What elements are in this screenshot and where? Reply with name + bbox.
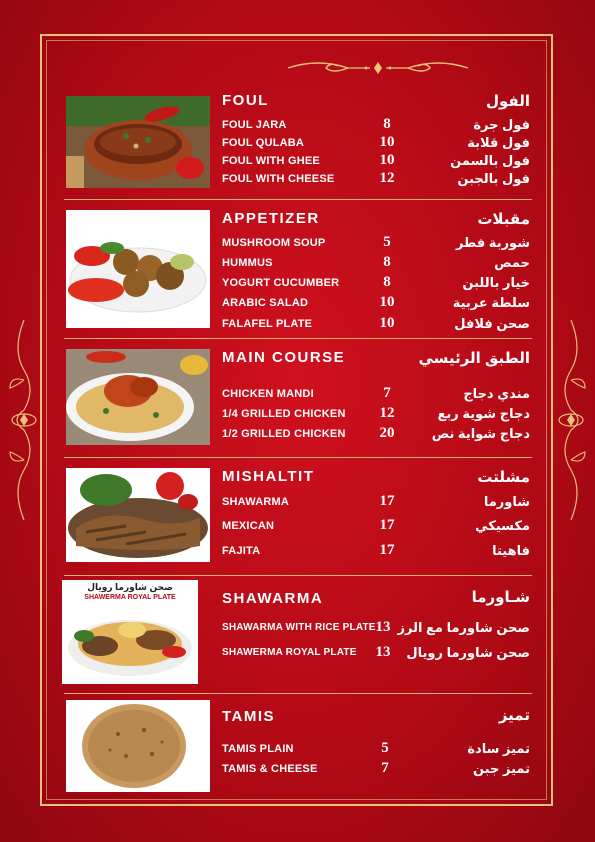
item-price: 12 — [379, 170, 395, 186]
section-title-ar: شـاورما — [471, 589, 530, 606]
item-name-ar: فول جرة — [473, 117, 530, 132]
item-name-ar: صحن فلافل — [454, 316, 530, 331]
item-name-en: SHAWARMA — [222, 496, 289, 508]
section-title-en: MAIN COURSE — [222, 349, 346, 366]
menu-item — [222, 740, 532, 761]
menu-item — [222, 170, 532, 191]
item-price: 10 — [379, 152, 395, 168]
item-name-ar: صحن شاورما رويال — [406, 645, 530, 660]
item-name-en: TAMIS & CHEESE — [222, 763, 318, 775]
item-price: 10 — [379, 134, 395, 150]
left-side-ornament-icon — [4, 320, 44, 520]
item-price: 20 — [379, 425, 395, 441]
image-caption-en: SHAWERMA ROYAL PLATE — [84, 594, 176, 601]
item-name-en: TAMIS PLAIN — [222, 743, 294, 755]
item-price: 17 — [379, 493, 395, 509]
menu-item — [222, 425, 532, 446]
item-price: 13 — [375, 619, 391, 635]
menu-item — [222, 493, 532, 514]
section-title-ar: تميز — [498, 707, 530, 724]
item-price: 7 — [381, 760, 389, 776]
menu-section-main-course — [64, 349, 532, 449]
item-name-en: SHAWARMA WITH RICE PLATE — [222, 622, 376, 633]
foul-bowl-image — [66, 96, 210, 188]
section-title-en: FOUL — [222, 92, 269, 109]
item-name-ar: تميز جبن — [473, 761, 530, 776]
menu-section-tamis — [64, 700, 532, 796]
shawarma-meat-image — [66, 468, 210, 562]
menu-item — [222, 385, 532, 406]
item-name-ar: مندي دجاج — [463, 386, 530, 401]
section-title-ar: الطبق الرئيسي — [418, 350, 530, 367]
menu-item — [222, 542, 532, 563]
item-name-ar: صحن شاورما مع الرز — [397, 620, 530, 635]
item-price: 12 — [379, 405, 395, 421]
item-name-ar: شاورما — [483, 494, 530, 509]
item-price: 10 — [379, 315, 395, 331]
item-price: 13 — [375, 644, 391, 660]
item-name-ar: فول بالسمن — [450, 153, 530, 168]
section-title-en: MISHALTIT — [222, 468, 315, 485]
item-name-en: FOUL WITH CHEESE — [222, 173, 335, 185]
item-name-en: HUMMUS — [222, 257, 273, 269]
menu-section-shawarma — [64, 582, 532, 686]
item-name-ar: مكسيكي — [475, 518, 530, 533]
item-name-ar: فاهيتا — [492, 543, 530, 558]
menu-section-foul — [64, 92, 532, 192]
tamis-bread-image — [66, 700, 210, 792]
item-price: 5 — [381, 740, 389, 756]
item-name-ar: سلطة عربية — [452, 295, 530, 310]
item-name-en: FOUL WITH GHEE — [222, 155, 320, 167]
section-title-en: TAMIS — [222, 708, 276, 725]
item-price: 10 — [379, 294, 395, 310]
top-ornament-icon — [278, 56, 478, 80]
menu-item — [222, 274, 532, 295]
menu-item — [222, 405, 532, 426]
section-divider — [64, 338, 532, 339]
item-price: 17 — [379, 542, 395, 558]
item-price: 8 — [383, 116, 391, 132]
menu-section-appetizer — [64, 210, 532, 330]
section-divider — [64, 575, 532, 576]
item-price: 7 — [383, 385, 391, 401]
item-name-en: SHAWERMA ROYAL PLATE — [222, 647, 357, 658]
menu-item — [222, 760, 532, 781]
section-title-en: APPETIZER — [222, 210, 320, 227]
menu-item — [222, 619, 532, 640]
section-divider — [64, 457, 532, 458]
falafel-plate-image — [66, 210, 210, 328]
item-name-en: 1/4 GRILLED CHICKEN — [222, 408, 346, 420]
menu-item — [222, 234, 532, 255]
item-name-en: 1/2 GRILLED CHICKEN — [222, 428, 346, 440]
item-name-en: MEXICAN — [222, 520, 275, 532]
item-name-ar: خيار باللبن — [462, 275, 530, 290]
item-price: 17 — [379, 517, 395, 533]
chicken-mandi-image — [66, 349, 210, 445]
item-name-ar: دجاج شوية ربع — [437, 406, 530, 421]
section-title-ar: الفول — [486, 93, 530, 110]
item-name-en: FOUL QULABA — [222, 137, 305, 149]
item-name-ar: فول بالجبن — [457, 171, 530, 186]
item-name-en: ARABIC SALAD — [222, 297, 309, 309]
image-caption-ar: صحن شاورما رويال — [87, 582, 173, 592]
section-title-ar: مشلتت — [477, 469, 530, 486]
item-name-en: CHICKEN MANDI — [222, 388, 314, 400]
menu-item — [222, 644, 532, 665]
item-name-ar: حمص — [494, 255, 530, 270]
section-title-ar: مقبلات — [477, 211, 530, 228]
menu-item — [222, 315, 532, 336]
section-title-en: SHAWARMA — [222, 590, 324, 607]
item-name-en: FOUL JARA — [222, 119, 287, 131]
item-name-en: FALAFEL PLATE — [222, 318, 313, 330]
right-side-ornament-icon — [551, 320, 591, 520]
section-divider — [64, 199, 532, 200]
item-name-ar: شوربة فطر — [455, 235, 530, 250]
menu-item — [222, 254, 532, 275]
menu-item — [222, 517, 532, 538]
menu-item — [222, 294, 532, 315]
item-name-ar: فول قلابة — [467, 135, 530, 150]
item-price: 8 — [383, 274, 391, 290]
item-name-en: FAJITA — [222, 545, 261, 557]
item-name-ar: تميز سادة — [467, 741, 530, 756]
shawarma-royal-plate-image — [62, 580, 198, 684]
item-name-en: MUSHROOM SOUP — [222, 237, 326, 249]
item-price: 5 — [383, 234, 391, 250]
item-price: 8 — [383, 254, 391, 270]
item-name-ar: دجاج شواية نص — [431, 426, 530, 441]
section-divider — [64, 693, 532, 694]
menu-section-mishaltit — [64, 468, 532, 568]
item-name-en: YOGURT CUCUMBER — [222, 277, 340, 289]
